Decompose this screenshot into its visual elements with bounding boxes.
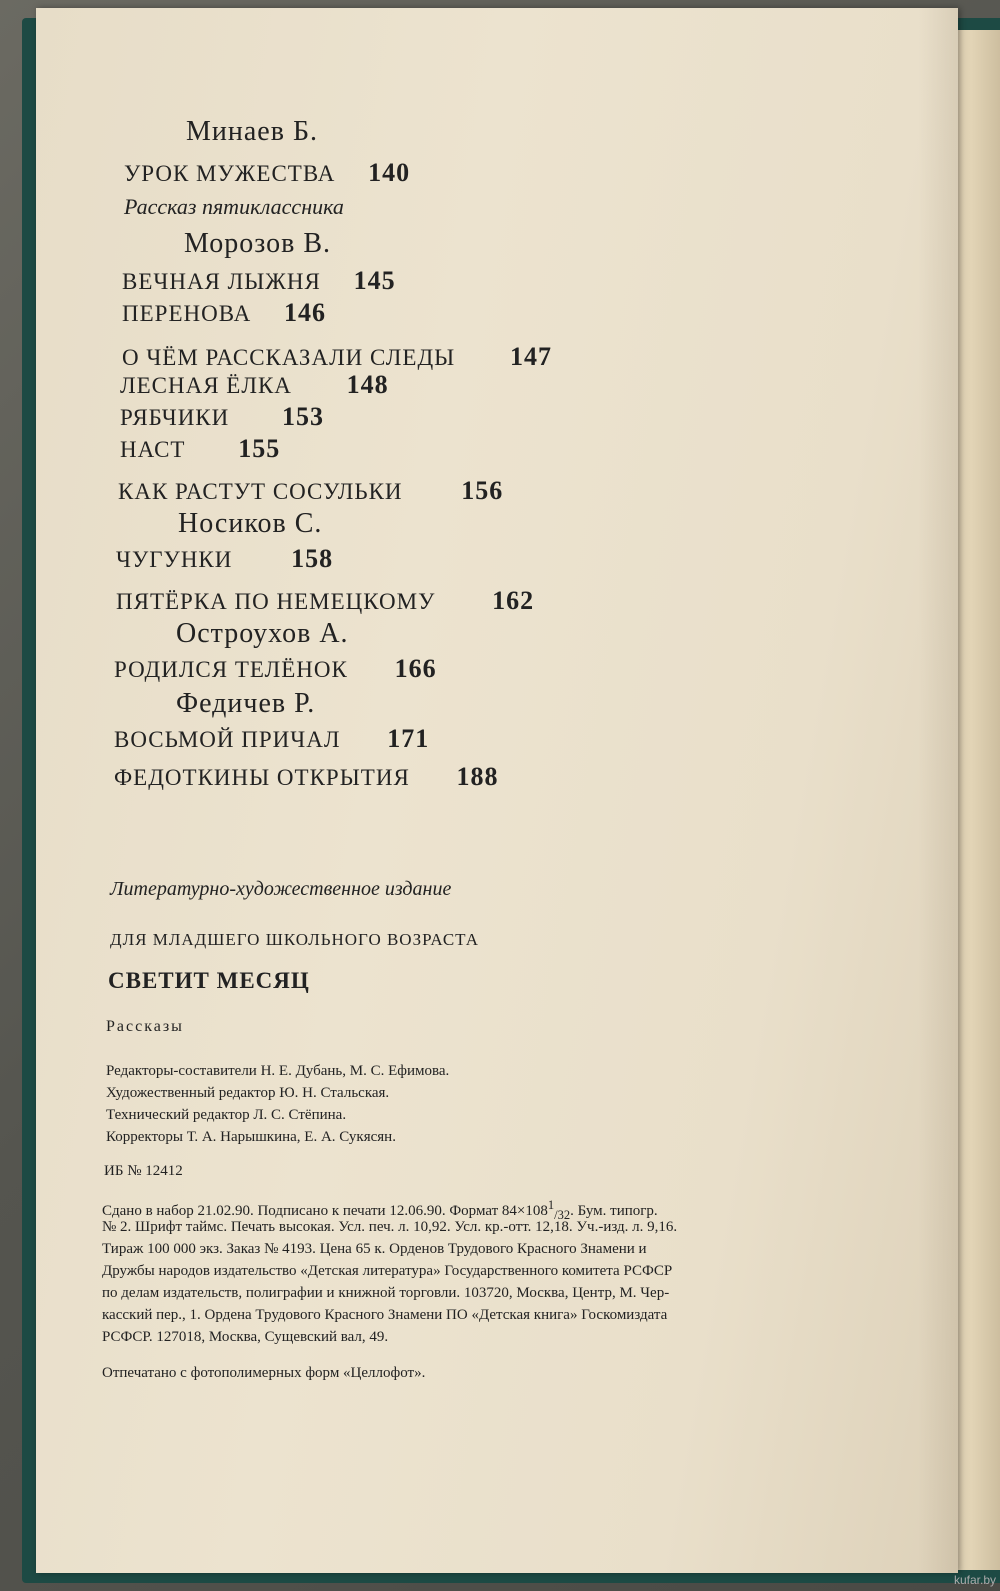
toc-title: ЧУГУНКИ [116, 547, 233, 572]
print-details-3: Тираж 100 000 экз. Заказ № 4193. Цена 65 к. Орденов Трудового Красного Знамени и [102, 1241, 647, 1257]
print-details-text: Сдано в набор 21.02.90. Подписано к печати 12.06.90. Формат 84×108 [102, 1203, 548, 1219]
toc-title: НАСТ [120, 437, 186, 462]
format-superscript: 1 [547, 1198, 555, 1212]
toc-page-number: 148 [346, 370, 389, 399]
proofreaders: Корректоры Т. А. Нарышкина, Е. А. Сукясян. [106, 1129, 396, 1145]
toc-title: РОДИЛСЯ ТЕЛЁНОК [114, 657, 348, 682]
toc-page-number: 162 [492, 586, 535, 615]
toc-entry-sosulki [118, 476, 503, 506]
toc-title: ПЯТЁРКА ПО НЕМЕЦКОМУ [116, 589, 436, 614]
toc-entry-urok [124, 158, 410, 188]
toc-page-number: 153 [282, 402, 325, 431]
toc-page-number: 158 [291, 544, 334, 573]
author-ostrouhov: Остроухов А. [176, 618, 349, 649]
author-nosikov: Носиков С. [178, 508, 323, 539]
genre: Рассказы [106, 1018, 184, 1035]
toc-page-number: 146 [283, 298, 326, 327]
age-group: ДЛЯ МЛАДШЕГО ШКОЛЬНОГО ВОЗРАСТА [110, 930, 479, 949]
toc-entry-perenova [122, 298, 326, 328]
author-minaev: Минаев Б. [186, 116, 319, 147]
tech-editor: Технический редактор Л. С. Стёпина. [106, 1107, 347, 1123]
print-details-5: по делам издательств, полиграфии и книжной торговли. 103720, Москва, Центр, М. Чер- [102, 1285, 670, 1301]
author-fedichev: Федичев Р. [176, 688, 316, 719]
book-title: СВЕТИТ МЕСЯЦ [108, 968, 310, 993]
toc-title: РЯБЧИКИ [120, 405, 230, 430]
toc-page-number: 147 [509, 342, 552, 371]
toc-title: ВОСЬМОЙ ПРИЧАЛ [114, 727, 341, 752]
toc-entry-otkrytiya [114, 762, 499, 792]
toc-entry-nast [120, 434, 280, 464]
toc-entry-lyzhnya [122, 266, 396, 296]
toc-title: КАК РАСТУТ СОСУЛЬКИ [118, 479, 403, 504]
book-page [36, 8, 958, 1573]
toc-page-number: 155 [238, 434, 281, 463]
format-subscript: /32 [554, 1208, 571, 1222]
edition-type: Литературно-художественное издание [110, 878, 452, 900]
toc-entry-sledy [122, 342, 552, 372]
toc-page-number: 188 [456, 762, 499, 791]
toc-subtitle-urok: Рассказ пятиклассника [124, 194, 344, 219]
author-morozov: Морозов В. [184, 228, 331, 259]
print-details-4: Дружбы народов издательство «Детская литература» Государственного комитета РСФСР [102, 1263, 673, 1279]
toc-title: ВЕЧНАЯ ЛЫЖНЯ [122, 269, 321, 294]
toc-entry-chugunki [116, 544, 333, 574]
toc-entry-elka [120, 370, 389, 400]
print-details-6: касский пер., 1. Ордена Трудового Красного Знамени ПО «Детская книга» Госкомиздата [102, 1307, 668, 1323]
toc-entry-pyaterka [116, 586, 534, 616]
toc-title: ПЕРЕНОВА [122, 301, 252, 326]
toc-page-number: 145 [353, 266, 396, 295]
print-details-2: № 2. Шрифт таймс. Печать высокая. Усл. печ. л. 10,92. Усл. кр.-отт. 12,18. Уч.-изд. л. 9,16. [102, 1219, 678, 1235]
toc-entry-ryabchiki [120, 402, 324, 432]
toc-title: ФЕДОТКИНЫ ОТКРЫТИЯ [114, 765, 410, 790]
toc-entry-telenok [114, 654, 437, 684]
print-details-text-end: . Бум. типогр. [570, 1203, 658, 1219]
toc-title: ЛЕСНАЯ ЁЛКА [120, 373, 292, 398]
toc-page-number: 166 [394, 654, 437, 683]
toc-page-number: 171 [387, 724, 430, 753]
editors-compilers: Редакторы-составители Н. Е. Дубань, М. С. Ефимова. [106, 1063, 450, 1079]
toc-entry-prichal [114, 724, 429, 754]
ib-number: ИБ № 12412 [104, 1163, 183, 1179]
print-details-7: РСФСР. 127018, Москва, Сущевский вал, 49. [102, 1329, 389, 1345]
toc-title: О ЧЁМ РАССКАЗАЛИ СЛЕДЫ [122, 345, 456, 370]
site-watermark: kufar.by [953, 1573, 996, 1587]
art-editor: Художественный редактор Ю. Н. Стальская. [106, 1085, 390, 1101]
toc-page-number: 140 [368, 158, 411, 187]
toc-title: УРОК МУЖЕСТВА [124, 161, 336, 186]
toc-page-number: 156 [461, 476, 504, 505]
printed-note: Отпечатано с фотополимерных форм «Целлофот». [102, 1365, 426, 1381]
